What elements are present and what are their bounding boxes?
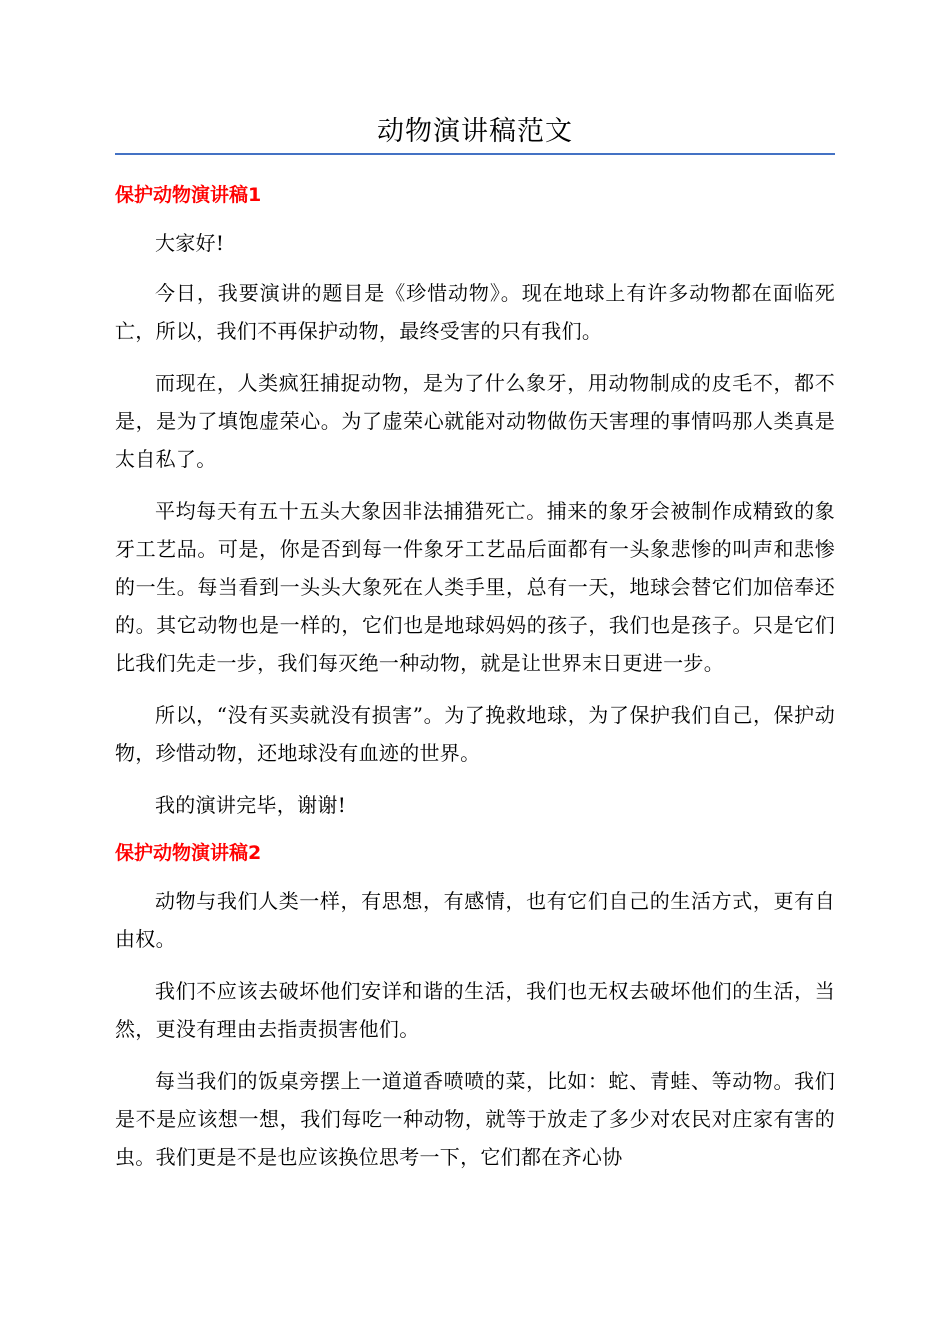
paragraph: 动物与我们人类一样，有思想，有感情，也有它们自己的生活方式，更有自由权。: [115, 889, 835, 951]
document-title: 动物演讲稿范文: [377, 116, 573, 147]
paragraph: 平均每天有五十五头大象因非法捕猎死亡。捕来的象牙会被制作成精致的象牙工艺品。可是，你是否到每一件象牙工艺品后面都有一头象悲惨的叫声和悲惨的一生。每当看到一头头大象死在人类手里，总有一天，地球会替它们加倍奉还的。其它动物也是一样的，它们也是地球妈妈的孩子，我们也是孩子。只是它们比我们先走一步，我们每灭绝一种动物，就是让世界末日更进一步。: [115, 499, 835, 675]
section-heading: 保护动物演讲稿1: [115, 184, 262, 206]
paragraph: 所以，“没有买卖就没有损害”。为了挽救地球，为了保护我们自己，保护动物，珍惜动物，还地球没有血迹的世界。: [115, 703, 835, 765]
section-2: [115, 836, 835, 1176]
section-1: [115, 178, 835, 824]
paragraph: 我们不应该去破坏他们安详和谐的生活，我们也无权去破坏他们的生活，当然，更没有理由去指责损害他们。: [115, 979, 835, 1041]
paragraph: 我的演讲完毕，谢谢!: [155, 793, 347, 817]
paragraph: 而现在，人类疯狂捕捉动物，是为了什么象牙，用动物制成的皮毛不，都不是，是为了填饱虚荣心。为了虚荣心就能对动物做伤天害理的事情吗那人类真是太自私了。: [115, 371, 835, 471]
title-divider: [115, 153, 835, 155]
paragraph: 每当我们的饭桌旁摆上一道道香喷喷的菜，比如：蛇、青蛙、等动物。我们是不是应该想一想，我们每吃一种动物，就等于放走了多少对农民对庄家有害的虫。我们更是不是也应该换位思考一下，它们都在齐心协: [115, 1069, 835, 1169]
document-body: [115, 178, 835, 1190]
paragraph: 今日，我要演讲的题目是《珍惜动物》。现在地球上有许多动物都在面临死亡，所以，我们不再保护动物，最终受害的只有我们。: [115, 281, 835, 343]
paragraph: 大家好!: [155, 231, 225, 255]
section-heading: 保护动物演讲稿2: [115, 842, 262, 864]
